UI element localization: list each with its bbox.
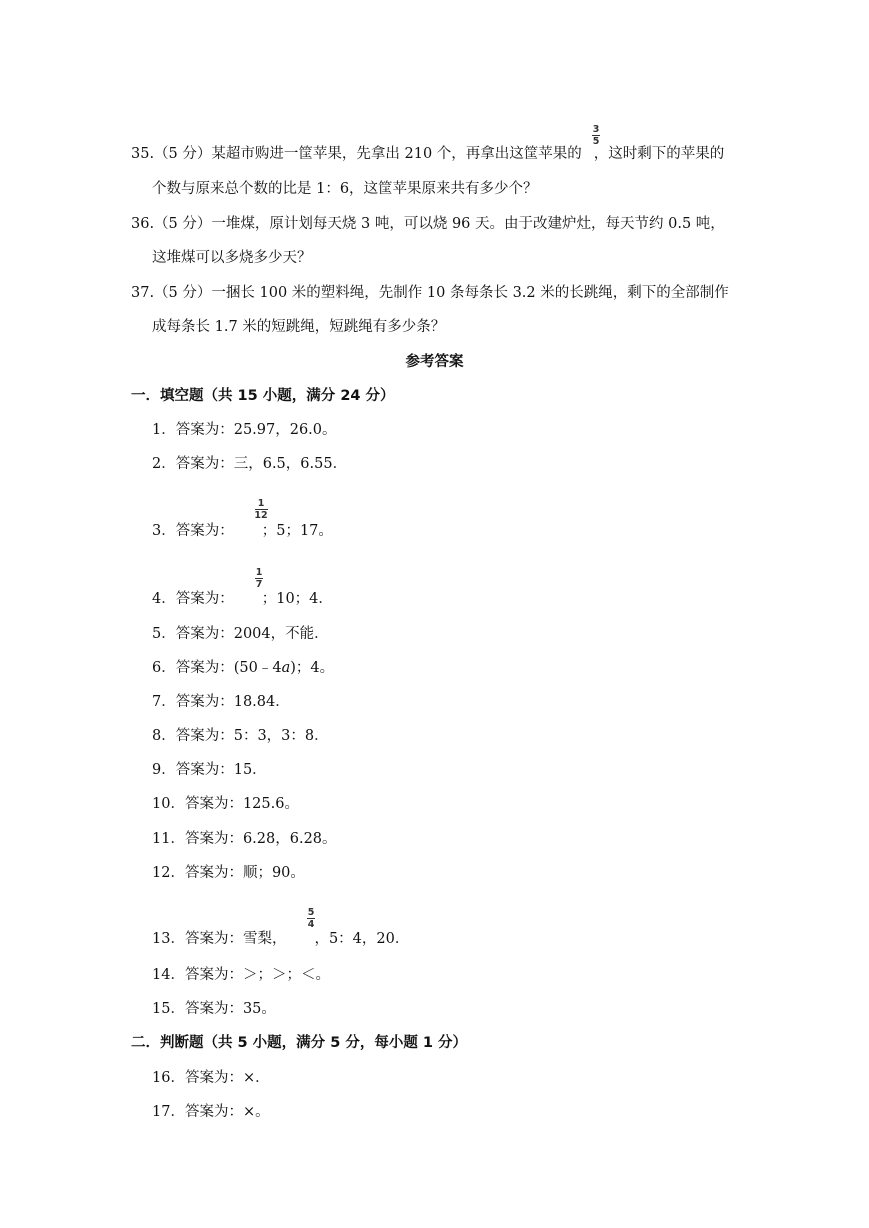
answer-title: 参考答案 bbox=[405, 354, 464, 370]
fraction-denominator: 7 bbox=[255, 579, 263, 590]
answer-12: 12．答案为：顺；90。 bbox=[152, 865, 305, 881]
fraction-denominator: 4 bbox=[307, 919, 315, 930]
fraction-denominator: 5 bbox=[592, 136, 600, 147]
answer-13-fraction bbox=[306, 907, 316, 930]
answer-3-fraction bbox=[254, 498, 268, 521]
fraction-numerator: 1 bbox=[257, 498, 265, 509]
answer-4-prefix: 4．答案为： bbox=[152, 591, 234, 607]
answer-6-prefix: 6．答案为：(50﹣4 bbox=[152, 660, 282, 676]
fraction-numerator: 3 bbox=[592, 124, 600, 135]
problem-35-text-a: 35.（5 分）某超市购进一筐苹果，先拿出 210 个，再拿出这筐苹果的 bbox=[131, 146, 582, 162]
answer-11: 11．答案为：6.28，6.28。 bbox=[152, 831, 337, 847]
problem-36-line-1 bbox=[131, 215, 725, 233]
problem-35-text-c: 个数与原来总个数的比是 1：6，这筐苹果原来共有多少个？ bbox=[152, 181, 538, 197]
problem-36-text-b: 这堆煤可以多烧多少天？ bbox=[152, 250, 312, 266]
problem-35-text-b: ，这时剩下的苹果的 bbox=[593, 146, 725, 162]
problem-36-line-2 bbox=[152, 249, 312, 267]
problem-35-line-2 bbox=[152, 180, 538, 198]
fraction-numerator: 1 bbox=[255, 567, 263, 578]
answer-15: 15．答案为：35。 bbox=[152, 1001, 276, 1017]
answer-3 bbox=[152, 522, 333, 540]
section-1-heading: 一．填空题（共 15 小题，满分 24 分） bbox=[131, 388, 395, 404]
answer-13 bbox=[152, 930, 409, 948]
answer-8: 8．答案为：5：3，3：8． bbox=[152, 728, 329, 744]
answer-4-fraction bbox=[254, 567, 264, 590]
answer-1: 1．答案为：25.97，26.0。 bbox=[152, 422, 337, 438]
answer-6 bbox=[152, 659, 334, 677]
problem-37-line-2 bbox=[152, 318, 445, 336]
problem-37-text-b: 成每条长 1.7 米的短跳绳，短跳绳有多少条？ bbox=[152, 319, 446, 335]
answer-16: 16．答案为：×． bbox=[152, 1070, 270, 1086]
fraction-numerator: 5 bbox=[307, 907, 315, 918]
answer-9: 9．答案为：15． bbox=[152, 762, 267, 778]
answer-17: 17．答案为：×。 bbox=[152, 1104, 270, 1120]
answer-7: 7．答案为：18.84． bbox=[152, 694, 290, 710]
problem-35-line-1 bbox=[131, 145, 724, 163]
answer-4-suffix: ；10；4． bbox=[261, 591, 333, 607]
answer-10: 10．答案为：125.6。 bbox=[152, 796, 299, 812]
answer-2: 2．答案为：三，6.5，6.55． bbox=[152, 456, 348, 472]
problem-37-text-a: 37.（5 分）一捆长 100 米的塑料绳，先制作 10 条每条长 3.2 米的长跳绳，剩下的全部制作 bbox=[131, 285, 729, 301]
problem-36-text-a: 36.（5 分）一堆煤，原计划每天烧 3 吨，可以烧 96 天。由于改建炉灶，每天节约 0.5 吨， bbox=[131, 216, 725, 232]
problem-37-line-1 bbox=[131, 284, 729, 302]
answer-13-suffix: ，5：4，20． bbox=[314, 931, 410, 947]
answer-4 bbox=[152, 590, 333, 608]
answer-14: 14．答案为：＞；＞；＜。 bbox=[152, 967, 330, 983]
fraction-denominator: 12 bbox=[254, 510, 268, 521]
section-2-heading: 二．判断题（共 5 小题，满分 5 分，每小题 1 分） bbox=[131, 1035, 468, 1051]
answer-5: 5．答案为：2004，不能． bbox=[152, 626, 329, 642]
answer-6-variable: a bbox=[281, 660, 291, 676]
answer-6-suffix: )；4。 bbox=[290, 660, 335, 676]
answer-13-prefix: 13．答案为：雪梨， bbox=[152, 931, 287, 947]
problem-35-fraction bbox=[591, 124, 601, 147]
answer-3-prefix: 3．答案为： bbox=[152, 523, 234, 539]
answer-3-suffix: ；5；17。 bbox=[261, 523, 333, 539]
